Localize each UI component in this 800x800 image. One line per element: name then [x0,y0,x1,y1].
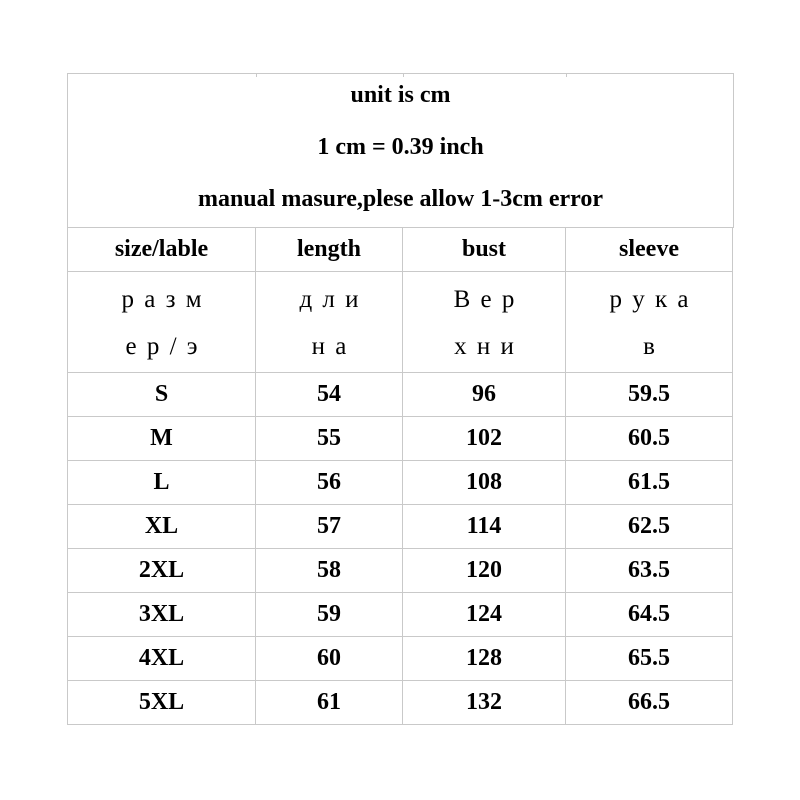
size-cell: 2XL [68,549,256,593]
sleeve-cell: 63.5 [566,549,733,593]
table-row [68,593,733,637]
header-bust: bust [403,228,566,272]
size-cell: M [68,417,256,461]
error-note: manual masure,plese allow 1-3cm error [197,186,604,212]
bust-cell: 114 [403,505,566,549]
ru-size-line-1: р а з м [121,286,202,313]
length-cell: 58 [256,549,403,593]
header-row [68,228,733,272]
size-cell: 4XL [68,637,256,681]
sleeve-cell: 66.5 [566,681,733,725]
ru-bust-cell [403,272,566,373]
russian-header-row [68,272,733,373]
length-cell: 55 [256,417,403,461]
unit-note: unit is cm [350,82,451,108]
ru-size-cell [68,272,256,373]
bust-cell: 128 [403,637,566,681]
length-cell: 56 [256,461,403,505]
size-cell: L [68,461,256,505]
ru-sleeve-line-1: р у к а [609,286,689,313]
header-size: size/lable [68,228,256,272]
conversion-note: 1 cm = 0.39 inch [317,134,484,160]
ru-sleeve-cell [566,272,733,373]
ru-length-line-2: н а [311,333,347,360]
size-cell: S [68,373,256,417]
bust-cell: 120 [403,549,566,593]
ru-length-line-1: д л и [299,286,359,313]
sleeve-cell: 59.5 [566,373,733,417]
ru-bust-line-2: х н и [454,333,514,360]
grid-tick [566,73,567,77]
sleeve-cell: 61.5 [566,461,733,505]
bust-cell: 96 [403,373,566,417]
bust-cell: 102 [403,417,566,461]
table-row [68,549,733,593]
info-band [67,73,734,228]
length-cell: 60 [256,637,403,681]
length-cell: 59 [256,593,403,637]
sleeve-cell: 60.5 [566,417,733,461]
grid-tick [256,73,257,77]
length-cell: 61 [256,681,403,725]
table-row [68,637,733,681]
sleeve-cell: 62.5 [566,505,733,549]
table-row [68,505,733,549]
table-row [68,681,733,725]
header-length: length [256,228,403,272]
size-table [67,227,733,725]
size-cell: 5XL [68,681,256,725]
table-row [68,417,733,461]
ru-size-line-2: е р / э [125,333,198,360]
size-cell: XL [68,505,256,549]
size-cell: 3XL [68,593,256,637]
grid-tick [403,73,404,77]
table-row [68,461,733,505]
length-cell: 57 [256,505,403,549]
header-sleeve: sleeve [566,228,733,272]
bust-cell: 124 [403,593,566,637]
bust-cell: 132 [403,681,566,725]
sleeve-cell: 65.5 [566,637,733,681]
bust-cell: 108 [403,461,566,505]
sleeve-cell: 64.5 [566,593,733,637]
ru-bust-line-1: В е р [453,286,515,313]
length-cell: 54 [256,373,403,417]
ru-sleeve-line-2: в [643,333,655,360]
table-row [68,373,733,417]
ru-length-cell [256,272,403,373]
